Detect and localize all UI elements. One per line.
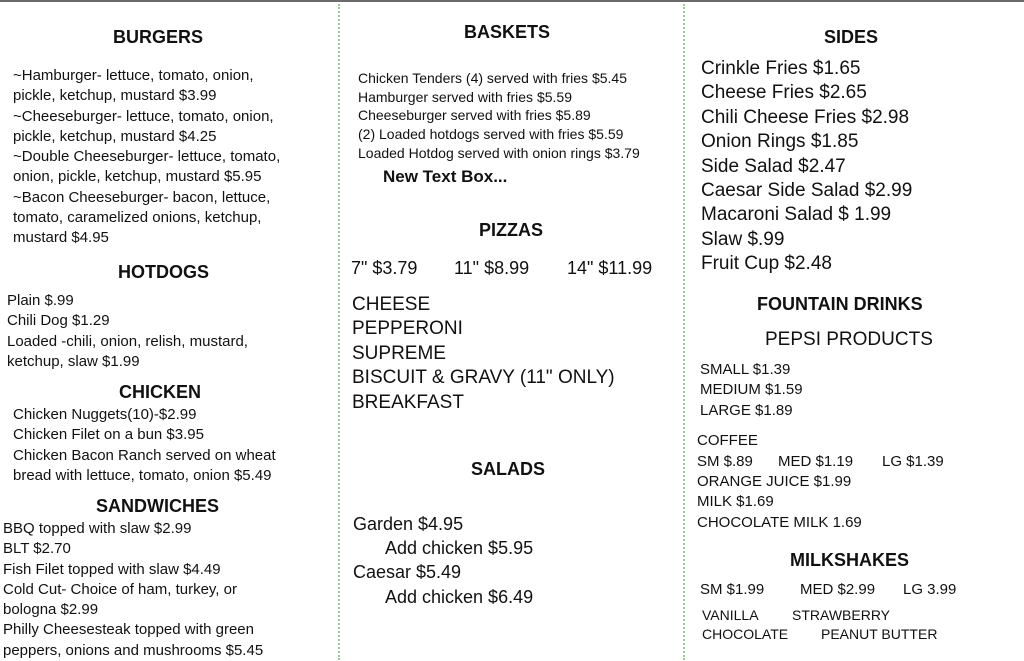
menu-line: Cheeseburger served with fries $5.89 — [358, 107, 591, 124]
menu-line: PEPPERONI — [352, 318, 463, 340]
menu-line: mustard $4.95 — [13, 229, 109, 247]
pizzas-heading: PIZZAS — [479, 220, 544, 240]
menu-line: pickle, ketchup, mustard $3.99 — [13, 87, 217, 105]
new-text-box[interactable]: New Text Box... — [383, 167, 508, 186]
menu-line: CHOCOLATE MILK 1.69 — [697, 513, 862, 531]
salads-heading: SALADS — [471, 459, 546, 479]
menu-line: Caesar $5.49 — [353, 562, 462, 583]
baskets-list — [358, 69, 640, 163]
menu-line: SMALL $1.39 — [700, 361, 791, 378]
menu-line: MEDIUM $1.59 — [700, 381, 803, 399]
milkshake-size-large: LG 3.99 — [903, 581, 957, 598]
menu-line: Loaded Hotdog served with onion rings $3.79 — [358, 144, 640, 161]
menu-line: Onion Rings $1.85 — [701, 131, 859, 153]
sides-list — [701, 57, 912, 277]
menu-line: (2) Loaded hotdogs served with fries $5.59 — [358, 126, 624, 143]
menu-line: Hamburger served with fries $5.59 — [358, 88, 572, 105]
sides-heading: SIDES — [824, 27, 879, 47]
menu-line: ~Double Cheeseburger- lettuce, tomato, — [13, 148, 281, 166]
pizza-size-7: 7" $3.79 — [351, 258, 418, 278]
hotdogs-list — [7, 291, 248, 372]
flavor-strawberry: STRAWBERRY — [792, 607, 891, 623]
menu-line: Cold Cut- Choice of ham, turkey, or — [3, 580, 237, 598]
menu-line: Macaroni Salad $ 1.99 — [701, 204, 892, 226]
menu-line: Chicken Nuggets(10)-$2.99 — [13, 406, 197, 423]
menu-line: BREAKFAST — [352, 391, 464, 413]
burgers-heading: BURGERS — [113, 27, 204, 47]
menu-line: Plain $.99 — [7, 292, 74, 309]
fountain-sizes-list — [700, 360, 803, 421]
menu-line: Philly Cheesesteak topped with green — [3, 621, 254, 639]
menu-line: ORANGE JUICE $1.99 — [697, 473, 852, 490]
coffee-size-small: SM $.89 — [697, 453, 753, 470]
flavor-peanut-butter: PEANUT BUTTER — [821, 626, 938, 642]
menu-line: peppers, onions and mushrooms $5.45 — [3, 641, 264, 659]
sandwiches-heading: SANDWICHES — [96, 496, 220, 516]
flavor-chocolate: CHOCOLATE — [702, 626, 789, 642]
menu-line: Fruit Cup $2.48 — [701, 253, 832, 275]
menu-line: Crinkle Fries $1.65 — [701, 58, 861, 79]
coffee-label: COFFEE — [697, 432, 758, 449]
menu-line: bologna $2.99 — [3, 601, 99, 619]
menu-line: Slaw $.99 — [701, 228, 785, 250]
salads-list — [353, 512, 533, 609]
chicken-heading: CHICKEN — [119, 382, 202, 402]
menu-line: Garden $4.95 — [353, 514, 464, 534]
menu-line: ~Bacon Cheeseburger- bacon, lettuce, — [13, 188, 271, 206]
sandwiches-list — [3, 519, 263, 661]
menu-line: Caesar Side Salad $2.99 — [701, 180, 913, 202]
menu-line: SUPREME — [352, 342, 446, 364]
coffee-size-medium: MED $1.19 — [778, 453, 854, 470]
menu-line: BBQ topped with slaw $2.99 — [3, 520, 192, 537]
pepsi-products-subheading: PEPSI PRODUCTS — [765, 329, 933, 350]
menu-line: Chili Cheese Fries $2.98 — [701, 106, 910, 128]
flavor-vanilla: VANILLA — [702, 607, 759, 623]
menu-line: MILK $1.69 — [697, 493, 774, 511]
milkshake-size-medium: MED $2.99 — [800, 581, 876, 598]
menu-line: onion, pickle, ketchup, mustard $5.95 — [13, 168, 262, 186]
fountain-drinks-heading: FOUNTAIN DRINKS — [757, 294, 923, 314]
milkshakes-heading: MILKSHAKES — [790, 550, 910, 570]
menu-line: BLT $2.70 — [3, 540, 71, 558]
menu-line: ~Hamburger- lettuce, tomato, onion, — [13, 67, 254, 84]
menu-line: tomato, caramelized onions, ketchup, — [13, 209, 262, 227]
column-divider-right — [683, 4, 685, 660]
menu-line: Cheese Fries $2.65 — [701, 82, 867, 104]
menu-line: LARGE $1.89 — [700, 401, 793, 419]
pizza-size-11: 11" $8.99 — [454, 258, 530, 278]
hotdogs-heading: HOTDOGS — [118, 262, 210, 282]
menu-line: Chicken Tenders (4) served with fries $5.45 — [358, 70, 627, 86]
burgers-list — [13, 66, 280, 249]
pizza-types-list — [352, 293, 615, 415]
chicken-list — [13, 405, 276, 486]
other-drinks-list — [697, 472, 862, 533]
top-border — [0, 0, 1024, 2]
menu-line: Chili Dog $1.29 — [7, 312, 110, 330]
menu-line: pickle, ketchup, mustard $4.25 — [13, 127, 217, 145]
menu-line: BISCUIT & GRAVY (11" ONLY) — [352, 367, 615, 389]
menu-line: Chicken Bacon Ranch served on wheat — [13, 446, 276, 464]
menu-line: ketchup, slaw $1.99 — [7, 352, 140, 370]
menu-line: ~Cheeseburger- lettuce, tomato, onion, — [13, 107, 274, 125]
menu-line: Chicken Filet on a bun $3.95 — [13, 426, 204, 444]
coffee-size-large: LG $1.39 — [882, 453, 944, 470]
milkshake-size-small: SM $1.99 — [700, 581, 765, 598]
menu-line: Side Salad $2.47 — [701, 155, 846, 177]
menu-line: CHEESE — [352, 294, 431, 315]
menu-line: bread with lettuce, tomato, onion $5.49 — [13, 466, 272, 484]
baskets-heading: BASKETS — [464, 22, 551, 42]
menu-line: Add chicken $5.95 — [385, 538, 534, 559]
menu-line: Loaded -chili, onion, relish, mustard, — [7, 332, 248, 350]
column-divider-left — [338, 4, 340, 660]
menu-line: Add chicken $6.49 — [385, 586, 534, 607]
pizza-size-14: 14" $11.99 — [567, 258, 653, 278]
menu-line: Fish Filet topped with slaw $4.49 — [3, 560, 221, 578]
